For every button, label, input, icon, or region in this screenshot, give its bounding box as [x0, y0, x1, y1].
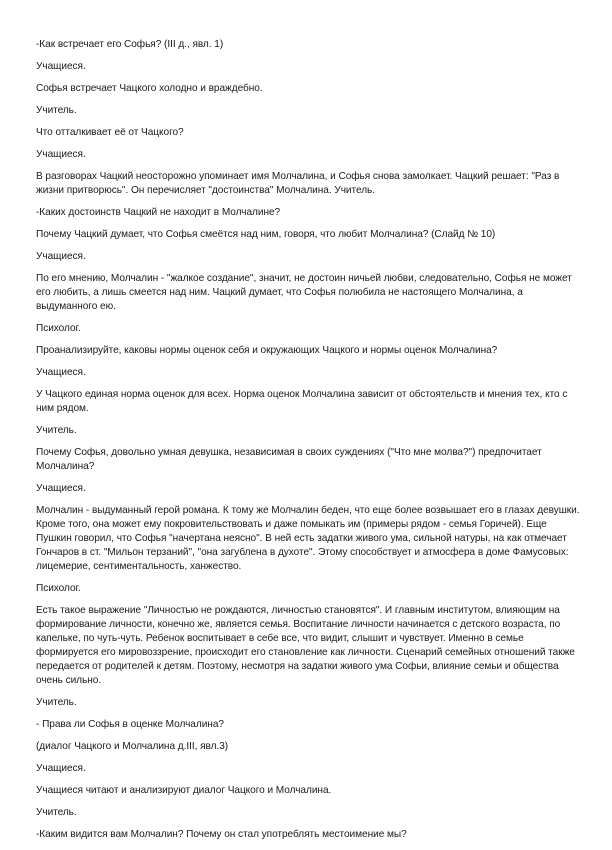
paragraph-students-read-dialogue: Учащиеся читают и анализируют диалог Чацкого и Молчалина. [36, 785, 332, 796]
paragraph-question-prefers: Почему Софья, довольно умная девушка, независимая в своих суждениях ("Что мне молва?") предпочитает Молчалина? [36, 447, 542, 472]
paragraph-answer-cold: Софья встречает Чацкого холодно и враждебно. [36, 83, 263, 94]
paragraph-question-norms: Проанализируйте, каковы нормы оценок себя и окружающих Чацкого и нормы оценок Молчалина? [36, 345, 498, 356]
paragraph-question-sofia-meets: -Как встречает его Софья? (III д., явл. 1) [36, 39, 224, 50]
speaker-teacher: Учитель. [36, 425, 77, 436]
paragraph-question-molchalin-we: -Каким видится вам Молчалин? Почему он стал употреблять местоимение мы? [36, 829, 407, 840]
paragraph-question-repels: Что отталкивает её от Чацкого? [36, 127, 184, 138]
speaker-teacher: Учитель. [36, 807, 77, 818]
speaker-teacher: Учитель. [36, 697, 77, 708]
speaker-psychologist: Психолог. [36, 323, 81, 334]
paragraph-dialogue-reference: (диалог Чацкого и Молчалина д.III, явл.3) [36, 741, 229, 752]
speaker-students: Учащиеся. [36, 763, 86, 774]
speaker-teacher: Учитель. [36, 105, 77, 116]
speaker-students: Учащиеся. [36, 367, 86, 378]
paragraph-personality-family: Есть такое выражение "Личностью не рождаются, личностью становятся". И главным институтом, влияющим на формирование личности, конечно же, является семья. Воспитание личности начинается с детского возраста, по капельке, по чуть-чуть. Ребенок воспитывает в себе все, что видит, слышит и чувствует. Именно в семье формируется его мировоззрение, происходит его становление как личности. Сценарий семейных отношений также передается от родителей к детям. Поэтому, несмотря на задатки живого ума Софьи, влияние семьи и общества очень сильно. [36, 605, 575, 686]
paragraph-answer-invented-hero: Молчалин - выдуманный герой романа. К тому же Молчалин беден, что еще более возвышает его в глазах девушки. Кроме того, она может ему покровительствовать и даже помыкать им (примеры рядом - семья Горичей). Еще Пушкин говорил, что Софья "начертана неясно". В ней есть задатки живого ума, сильной натуры, на как отмечает Гончаров в ст. "Мильон терзаний", "она загублена в духоте". Этому способствует и атмосфера в доме Фамусовых: лицемерие, сентиментальность, ханжество. [36, 505, 580, 572]
speaker-students: Учащиеся. [36, 61, 86, 72]
document-page [36, 38, 581, 850]
paragraph-answer-conversations: В разговорах Чацкий неосторожно упоминает имя Молчалина, и Софья снова замолкает. Чацкий решает: "Раз в жизни притворюсь". Он перечисляет "достоинства" Молчалина. Учитель. [36, 171, 560, 196]
paragraph-answer-norms: У Чацкого единая норма оценок для всех. Норма оценок Молчалина зависит от обстоятельств и мнения тех, кто с ним рядом. [36, 389, 568, 414]
speaker-students: Учащиеся. [36, 483, 86, 494]
paragraph-question-merits: -Каких достоинств Чацкий не находит в Молчалине? [36, 207, 281, 218]
paragraph-answer-pitiful: По его мнению, Молчалин - "жалкое создание", значит, не достоин ничьей любви, следовательно, Софья не может его любить, а лишь смеется над ним. Чацкий думает, что Софья полюбила не настоящего Молчалина, а выдуманного ею. [36, 273, 572, 312]
speaker-students: Учащиеся. [36, 251, 86, 262]
speaker-psychologist: Психолог. [36, 583, 81, 594]
paragraph-question-laughs: Почему Чацкий думает, что Софья смеётся над ним, говоря, что любит Молчалина? (Слайд № 10) [36, 229, 496, 240]
speaker-students: Учащиеся. [36, 149, 86, 160]
paragraph-question-sofia-right: - Права ли Софья в оценке Молчалина? [36, 719, 224, 730]
